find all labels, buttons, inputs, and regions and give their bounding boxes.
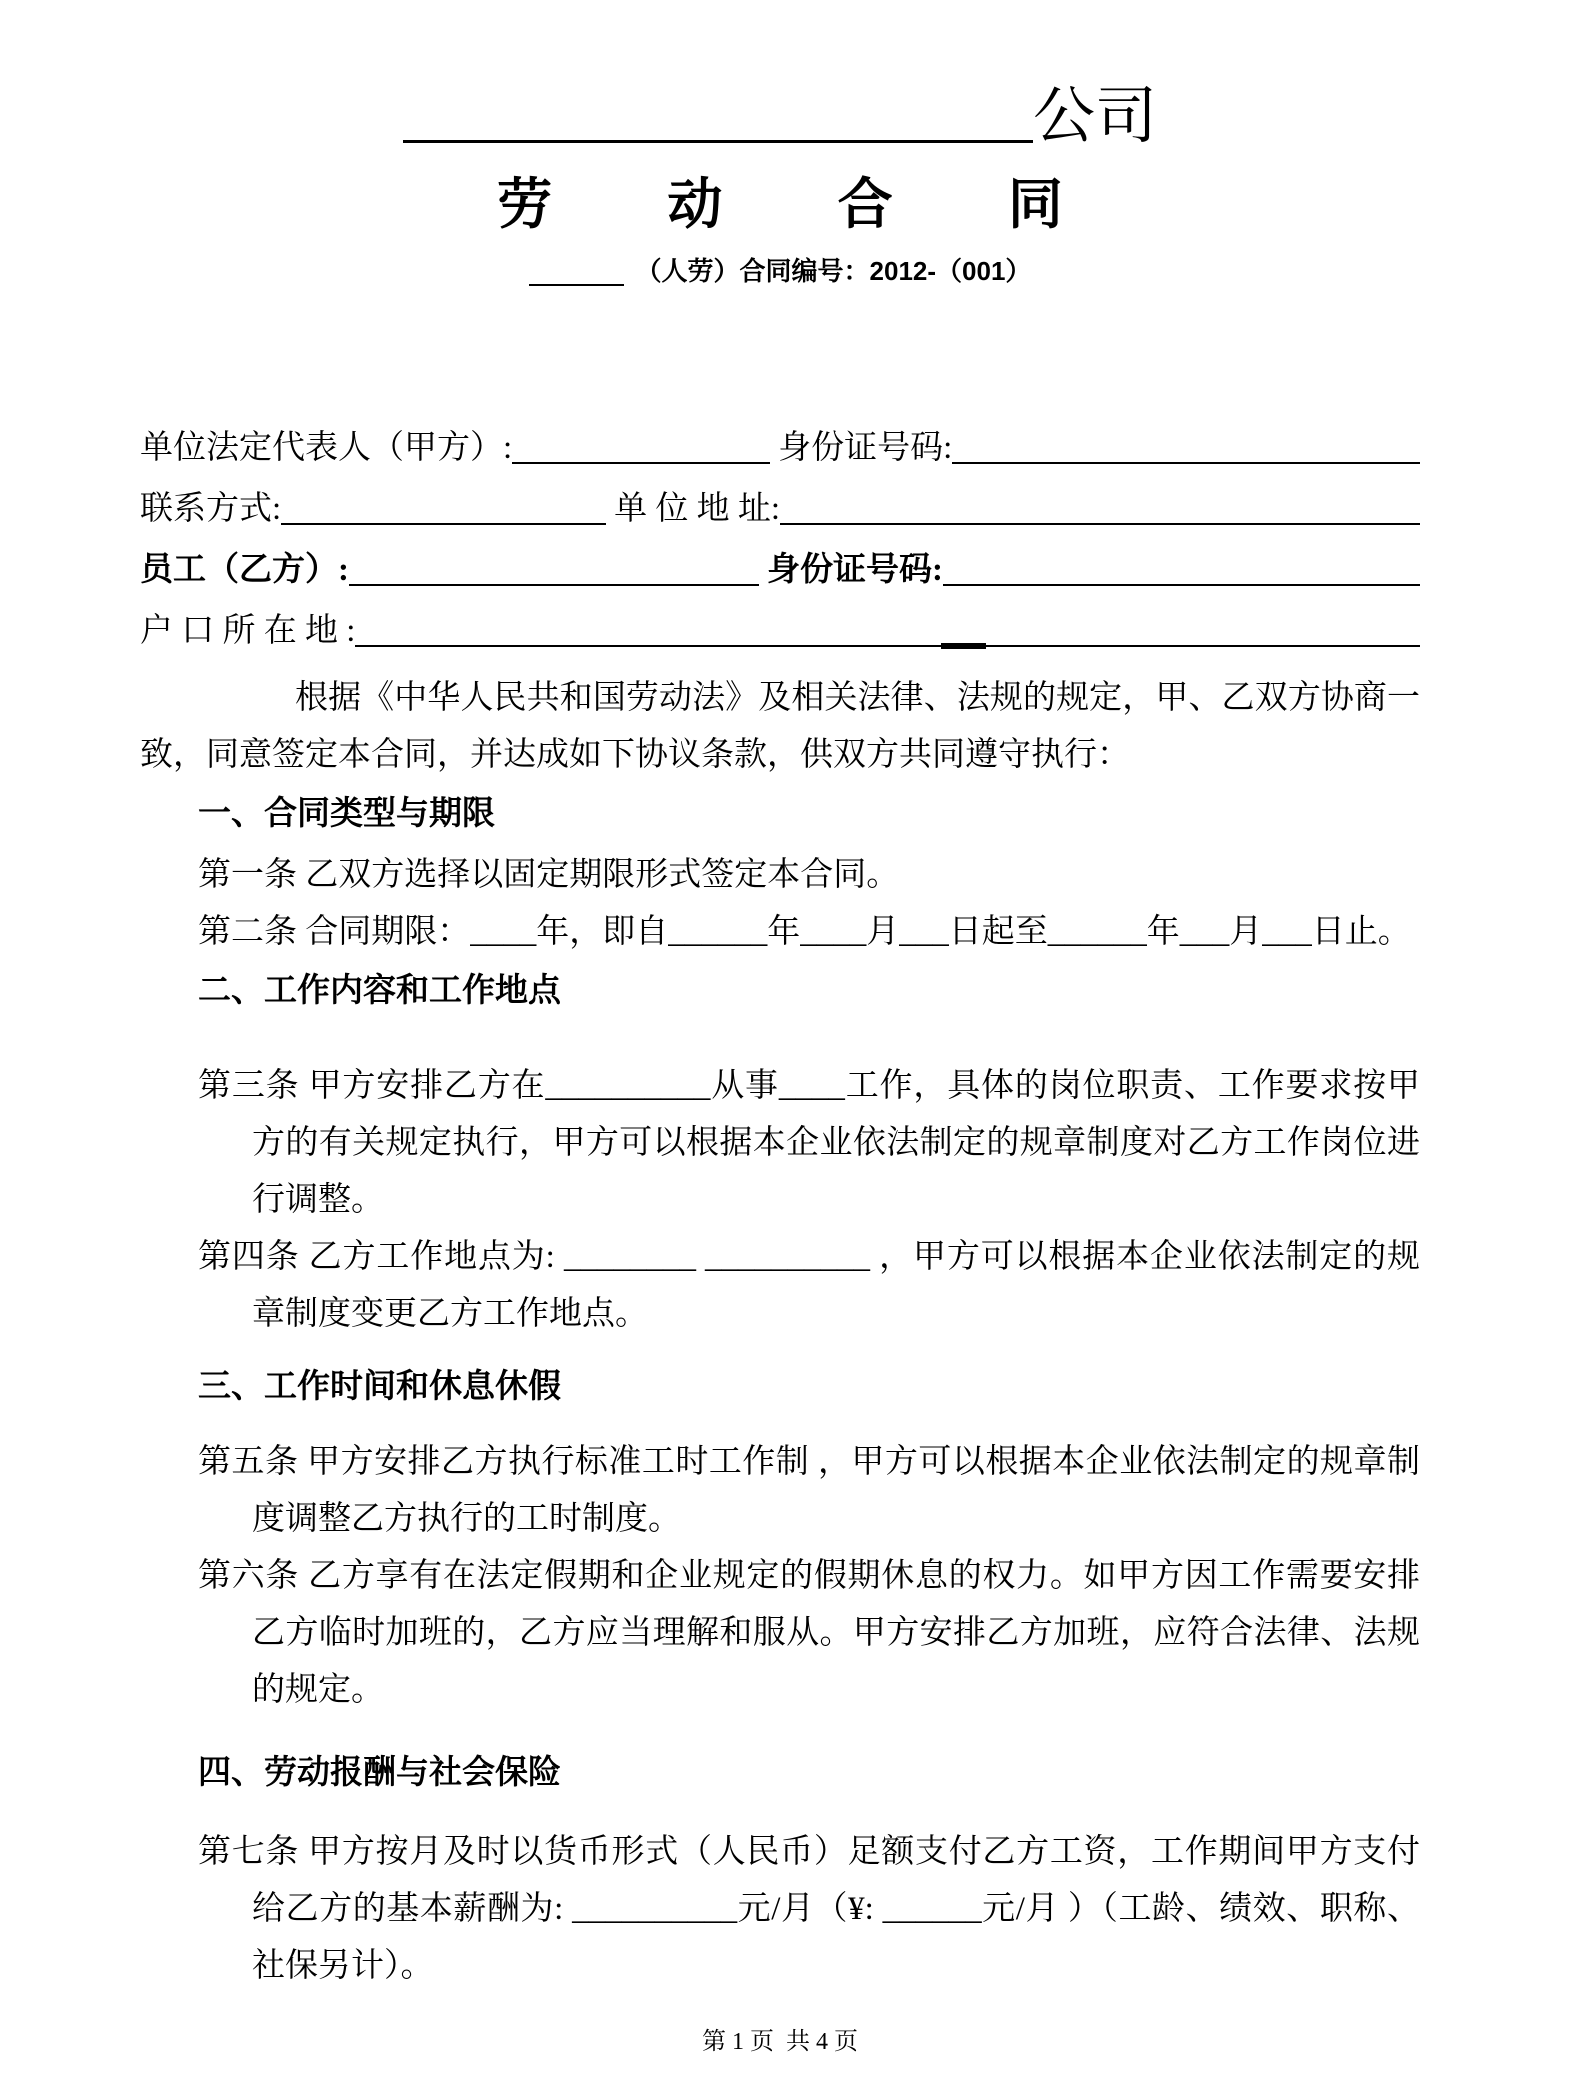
section-heading-1: 一、合同类型与期限 [198,794,495,831]
article-7: 第七条 甲方按月及时以货币形式（人民币）足额支付乙方工资，工作期间甲方支付给乙方的基本薪酬为: __________元/月（¥: ______元/月 ）（工龄、绩效、职称、社保另计）。 [198,1834,1420,1984]
intro-paragraph: 根据《中华人民共和国劳动法》及相关法律、法规的规定，甲、乙双方协商一致，同意签定本合同，并达成如下协议条款，供双方共同遵守执行： [140,680,1420,773]
article-2: 第二条 合同期限：____年，即自______年____月___日起至______年___月___日止。 [198,914,1411,950]
legal-representative-blank-field[interactable] [512,462,770,464]
section-heading-2: 二、工作内容和工作地点 [198,971,561,1008]
form-row-contact [140,479,1420,540]
section-heading-3: 三、工作时间和休息休假 [198,1367,561,1404]
employee-name-blank-field[interactable] [349,584,759,586]
article-1: 第一条 乙双方选择以固定期限形式签定本合同。 [198,857,900,893]
residence-blank-field[interactable] [355,645,1420,647]
article-4: 第四条 乙方工作地点为: ________ __________ ，甲方可以根据本企业依法制定的规章制度变更乙方工作地点。 [198,1239,1420,1332]
employer-address-label: 单 位 地 址: [614,491,781,527]
employer-id-number-blank-field[interactable] [952,462,1420,464]
employee-id-number-blank-field[interactable] [943,584,1420,586]
company-name-blank-field[interactable] [403,140,1033,143]
form-row-residence [140,601,1420,662]
party-info-form [140,418,1420,662]
article-5: 第五条 甲方安排乙方执行标准工时工作制 ，甲方可以根据本企业依法制定的规章制度调整乙方执行的工时制度。 [198,1444,1420,1537]
contract-number-line [140,254,1420,288]
article-3: 第三条 甲方安排乙方在__________从事____工作，具体的岗位职责、工作要求按甲方的有关规定执行，甲方可以根据本企业依法制定的规章制度对乙方工作岗位进行调整。 [198,1068,1420,1218]
employee-id-number-label: 身份证号码: [767,552,943,588]
section-heading-4: 四、劳动报酬与社会保险 [198,1753,561,1790]
residence-label: 户 口 所 在 地 : [140,613,356,649]
employer-id-number-label: 身份证号码: [778,430,953,466]
page-footer: 第 1 页 共 4 页 [702,2029,858,2055]
legal-representative-label: 单位法定代表人（甲方）: [140,430,513,466]
form-row-employee [140,540,1420,601]
company-suffix-text: 公司 [1032,83,1157,151]
contact-method-label: 联系方式: [140,491,282,527]
contract-prefix-blank-field[interactable] [529,284,624,286]
employer-address-blank-field[interactable] [780,523,1420,525]
document-title: 劳 动 合 同 [497,173,1113,235]
article-6: 第六条 乙方享有在法定假期和企业规定的假期休息的权力。如甲方因工作需要安排乙方临时加班的，乙方应当理解和服从。甲方安排乙方加班，应符合法律、法规的规定。 [198,1558,1420,1708]
form-row-legal-representative [140,418,1420,479]
company-title-line [140,84,1420,150]
bold-underline-mark [941,643,986,649]
contract-number-text: （人劳）合同编号：2012-（001） [635,256,1032,286]
employee-label: 员工（乙方）: [140,552,349,588]
contact-method-blank-field[interactable] [281,523,606,525]
